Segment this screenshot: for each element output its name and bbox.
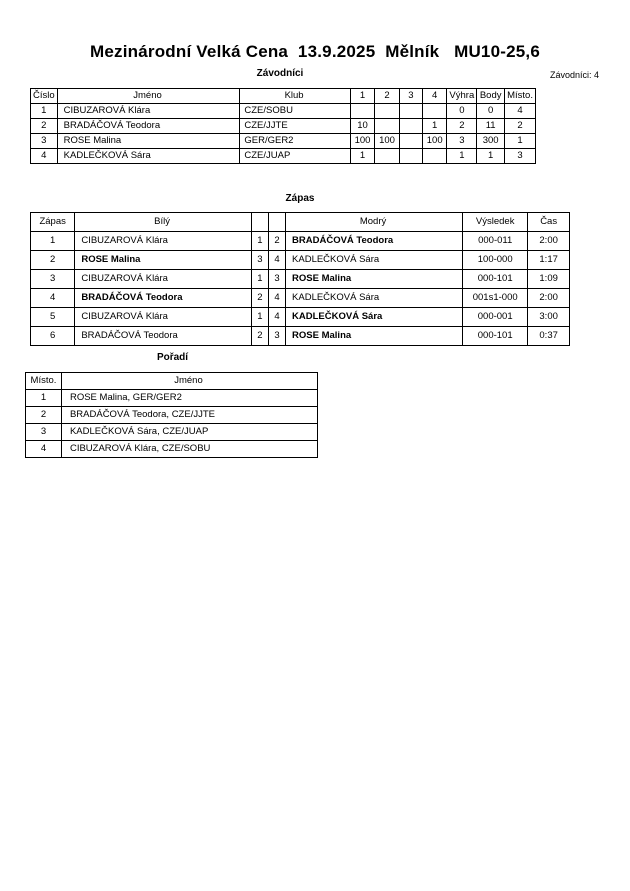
racer-place: 2 — [505, 119, 536, 134]
column-header-round-4: 4 — [422, 89, 446, 104]
match-result: 000-011 — [463, 232, 528, 251]
match-white-number: 2 — [251, 289, 268, 308]
racer-points: 0 — [477, 104, 505, 119]
table-row — [26, 424, 318, 441]
racer-round-2 — [375, 149, 399, 164]
match-blue-name: BRADÁČOVÁ Teodora — [286, 232, 463, 251]
match-time: 3:00 — [528, 308, 570, 327]
match-white-number: 1 — [251, 308, 268, 327]
match-time: 1:17 — [528, 251, 570, 270]
column-header-round-2: 2 — [375, 89, 399, 104]
table-row — [26, 441, 318, 458]
match-white-number: 1 — [251, 270, 268, 289]
table-row — [31, 149, 536, 164]
racer-round-3 — [399, 149, 422, 164]
racer-round-2: 100 — [375, 134, 399, 149]
racer-club: CZE/SOBU — [240, 104, 350, 119]
racer-round-2 — [375, 119, 399, 134]
match-white-name: ROSE Malina — [75, 251, 251, 270]
column-header-round-1: 1 — [350, 89, 374, 104]
table-row — [31, 289, 570, 308]
order-name: ROSE Malina, GER/GER2 — [61, 390, 317, 407]
column-header-place: Místo. — [505, 89, 536, 104]
racer-round-3 — [399, 119, 422, 134]
racer-wins: 2 — [447, 119, 477, 134]
column-header-white-number — [251, 213, 268, 232]
racer-place: 4 — [505, 104, 536, 119]
match-time: 0:37 — [528, 327, 570, 346]
racer-name: CIBUZAROVÁ Klára — [57, 104, 240, 119]
order-table-header — [26, 373, 318, 390]
matches-section-label: Zápas — [285, 193, 315, 204]
column-header-blue: Modrý — [286, 213, 463, 232]
match-number: 1 — [31, 232, 75, 251]
racer-round-4 — [422, 104, 446, 119]
racer-place: 1 — [505, 134, 536, 149]
match-time: 1:09 — [528, 270, 570, 289]
racer-wins: 1 — [447, 149, 477, 164]
table-row — [26, 407, 318, 424]
column-header-club: Klub — [240, 89, 350, 104]
match-white-number: 2 — [251, 327, 268, 346]
table-row — [26, 390, 318, 407]
racer-wins: 0 — [447, 104, 477, 119]
order-name: CIBUZAROVÁ Klára, CZE/SOBU — [61, 441, 317, 458]
match-white-name: CIBUZAROVÁ Klára — [75, 232, 251, 251]
match-blue-name: KADLEČKOVÁ Sára — [286, 308, 463, 327]
match-time: 2:00 — [528, 232, 570, 251]
match-white-number: 3 — [251, 251, 268, 270]
table-row — [31, 308, 570, 327]
racer-points: 1 — [477, 149, 505, 164]
match-number: 3 — [31, 270, 75, 289]
match-result: 000-101 — [463, 327, 528, 346]
racer-points: 300 — [477, 134, 505, 149]
match-blue-number: 4 — [268, 289, 285, 308]
racer-round-2 — [375, 104, 399, 119]
matches-table-header — [31, 213, 570, 232]
match-result: 000-101 — [463, 270, 528, 289]
racer-club: CZE/JJTE — [240, 119, 350, 134]
order-place: 1 — [26, 390, 62, 407]
page-title: Mezinárodní Velká Cena 13.9.2025 Mělník MU10-25,6 — [90, 42, 540, 61]
table-row — [31, 251, 570, 270]
racer-round-1: 10 — [350, 119, 374, 134]
racer-round-1 — [350, 104, 374, 119]
racer-place: 3 — [505, 149, 536, 164]
order-table — [25, 372, 318, 458]
column-header-white: Bílý — [75, 213, 251, 232]
column-header-points: Body — [477, 89, 505, 104]
table-row — [31, 232, 570, 251]
match-time: 2:00 — [528, 289, 570, 308]
racer-club: CZE/JUAP — [240, 149, 350, 164]
racer-round-4: 1 — [422, 119, 446, 134]
racer-number: 4 — [31, 149, 58, 164]
racer-name: BRADÁČOVÁ Teodora — [57, 119, 240, 134]
racers-section-label: Závodníci — [256, 68, 304, 79]
match-number: 4 — [31, 289, 75, 308]
match-result: 000-001 — [463, 308, 528, 327]
match-blue-number: 3 — [268, 270, 285, 289]
column-header-number: Číslo — [31, 89, 58, 104]
match-blue-number: 3 — [268, 327, 285, 346]
table-row — [31, 104, 536, 119]
order-name: KADLEČKOVÁ Sára, CZE/JUAP — [61, 424, 317, 441]
match-white-name: CIBUZAROVÁ Klára — [75, 308, 251, 327]
column-header-result: Výsledek — [463, 213, 528, 232]
match-blue-name: KADLEČKOVÁ Sára — [286, 251, 463, 270]
racers-table — [30, 88, 536, 164]
racers-count: Závodníci: 4 — [549, 70, 599, 80]
racers-table-header — [31, 89, 536, 104]
match-white-name: CIBUZAROVÁ Klára — [75, 270, 251, 289]
matches-table — [30, 212, 570, 346]
racer-points: 11 — [477, 119, 505, 134]
order-section-label: Pořadí — [156, 352, 189, 363]
column-header-name: Jméno — [57, 89, 240, 104]
racer-round-3 — [399, 134, 422, 149]
match-result: 100-000 — [463, 251, 528, 270]
racer-round-1: 100 — [350, 134, 374, 149]
column-header-place: Místo. — [26, 373, 62, 390]
table-row — [31, 119, 536, 134]
order-place: 4 — [26, 441, 62, 458]
racer-name: ROSE Malina — [57, 134, 240, 149]
table-row — [31, 327, 570, 346]
order-place: 2 — [26, 407, 62, 424]
match-number: 5 — [31, 308, 75, 327]
racer-wins: 3 — [447, 134, 477, 149]
racer-club: GER/GER2 — [240, 134, 350, 149]
column-header-round-3: 3 — [399, 89, 422, 104]
column-header-name: Jméno — [61, 373, 317, 390]
racer-number: 3 — [31, 134, 58, 149]
column-header-wins: Výhra — [447, 89, 477, 104]
match-blue-number: 4 — [268, 308, 285, 327]
racer-name: KADLEČKOVÁ Sára — [57, 149, 240, 164]
match-white-name: BRADÁČOVÁ Teodora — [75, 289, 251, 308]
match-white-number: 1 — [251, 232, 268, 251]
racer-round-1: 1 — [350, 149, 374, 164]
racer-round-3 — [399, 104, 422, 119]
match-blue-number: 4 — [268, 251, 285, 270]
racer-round-4: 100 — [422, 134, 446, 149]
column-header-blue-number — [268, 213, 285, 232]
match-white-name: BRADÁČOVÁ Teodora — [75, 327, 251, 346]
table-row — [31, 134, 536, 149]
match-result: 001s1-000 — [463, 289, 528, 308]
match-blue-number: 2 — [268, 232, 285, 251]
racer-number: 2 — [31, 119, 58, 134]
order-name: BRADÁČOVÁ Teodora, CZE/JJTE — [61, 407, 317, 424]
match-number: 6 — [31, 327, 75, 346]
match-number: 2 — [31, 251, 75, 270]
racer-round-4 — [422, 149, 446, 164]
column-header-match: Zápas — [31, 213, 75, 232]
order-place: 3 — [26, 424, 62, 441]
table-row — [31, 270, 570, 289]
match-blue-name: KADLEČKOVÁ Sára — [286, 289, 463, 308]
match-blue-name: ROSE Malina — [286, 270, 463, 289]
racer-number: 1 — [31, 104, 58, 119]
match-blue-name: ROSE Malina — [286, 327, 463, 346]
column-header-time: Čas — [528, 213, 570, 232]
